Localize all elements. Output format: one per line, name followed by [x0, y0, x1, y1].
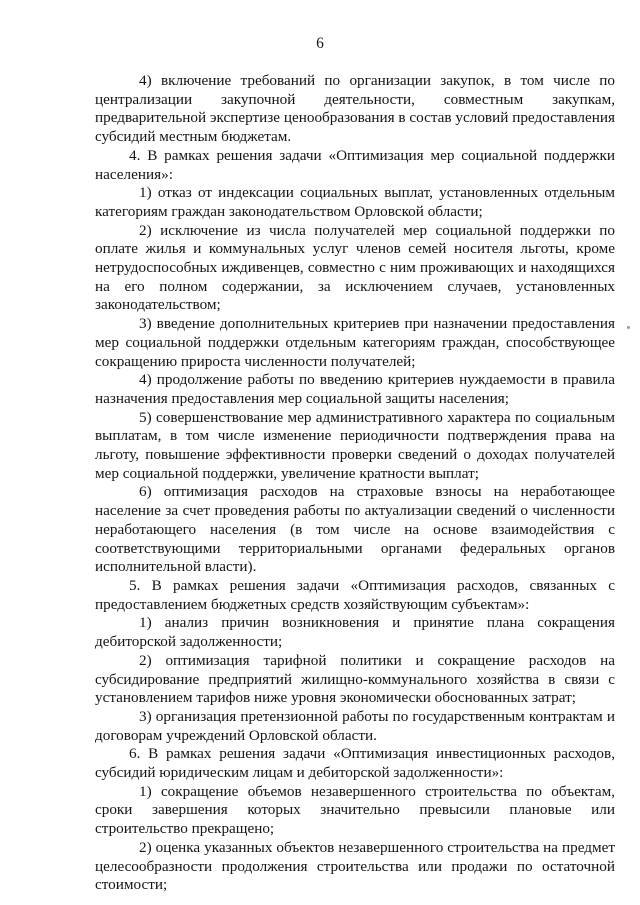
paragraph: 5) совершенствование мер административного характера по социальным выплатам, в том числе изменение периодичности подтверждения права на льготу, повышение эффективности проверки сведений о доходах получателей мер социальной поддержки, увеличение кратности выплат; [95, 408, 615, 482]
section-heading: 6. В рамках решения задачи «Оптимизация инвестиционных расходов, субсидий юридическим лицам и дебиторской задолженности»: [95, 745, 615, 782]
page-number: 6 [316, 35, 324, 52]
document-body [95, 72, 615, 895]
section-heading: 5. В рамках решения задачи «Оптимизация расходов, связанных с предоставлением бюджетных средств хозяйствующим субъектам»: [95, 576, 615, 613]
scan-speck [627, 326, 630, 329]
paragraph: 1) анализ причин возникновения и принятие плана сокращения дебиторской задолженности; [95, 614, 615, 651]
section-heading: 4. В рамках решения задачи «Оптимизация мер социальной поддержки населения»: [95, 146, 615, 183]
paragraph: 4) включение требований по организации закупок, в том числе по централизации закупочной деятельности, совместным закупкам, предварительной экспертизе ценообразования в состав условий предоставления субсидий местным бюджетам. [95, 72, 615, 146]
paragraph: 2) исключение из числа получателей мер социальной поддержки по оплате жилья и коммунальных услуг членов семей носителя льготы, кроме нетрудоспособных иждивенцев, совместно с ним проживающих и находящихся на его полном содержании, за исключением случаев, установленных законодательством; [95, 221, 615, 314]
paragraph: 6) оптимизация расходов на страховые взносы на неработающее население за счет проведения работы по актуализации сведений о численности неработающего населения (в том числе на основе взаимодействия с соответствующими территориальными органами федеральных органов исполнительной власти). [95, 483, 615, 576]
paragraph: 3) организация претензионной работы по государственным контрактам и договорам учреждений Орловской области. [95, 707, 615, 744]
paragraph: 1) отказ от индексации социальных выплат, установленных отдельным категориям граждан законодательством Орловской области; [95, 184, 615, 220]
paragraph: 2) оценка указанных объектов незавершенного строительства на предмет целесообразности продолжения строительства или продажи по остаточной стоимости; [95, 838, 615, 894]
paragraph: 4) продолжение работы по введению критериев нуждаемости в правила назначения предоставления мер социальной защиты населения; [95, 371, 615, 407]
paragraph: 1) сокращение объемов незавершенного строительства по объектам, сроки завершения которых значительно превысили плановые или строительство прекращено; [95, 782, 615, 838]
paragraph: 2) оптимизация тарифной политики и сокращение расходов на субсидирование предприятий жилищно-коммунального хозяйства в связи с установлением тарифов ниже уровня экономически обоснованных затрат; [95, 651, 615, 707]
paragraph: 3) введение дополнительных критериев при назначении предоставления мер социальной поддержки отдельным категориям граждан, способствующее сокращению прироста численности получателей; [95, 315, 615, 370]
